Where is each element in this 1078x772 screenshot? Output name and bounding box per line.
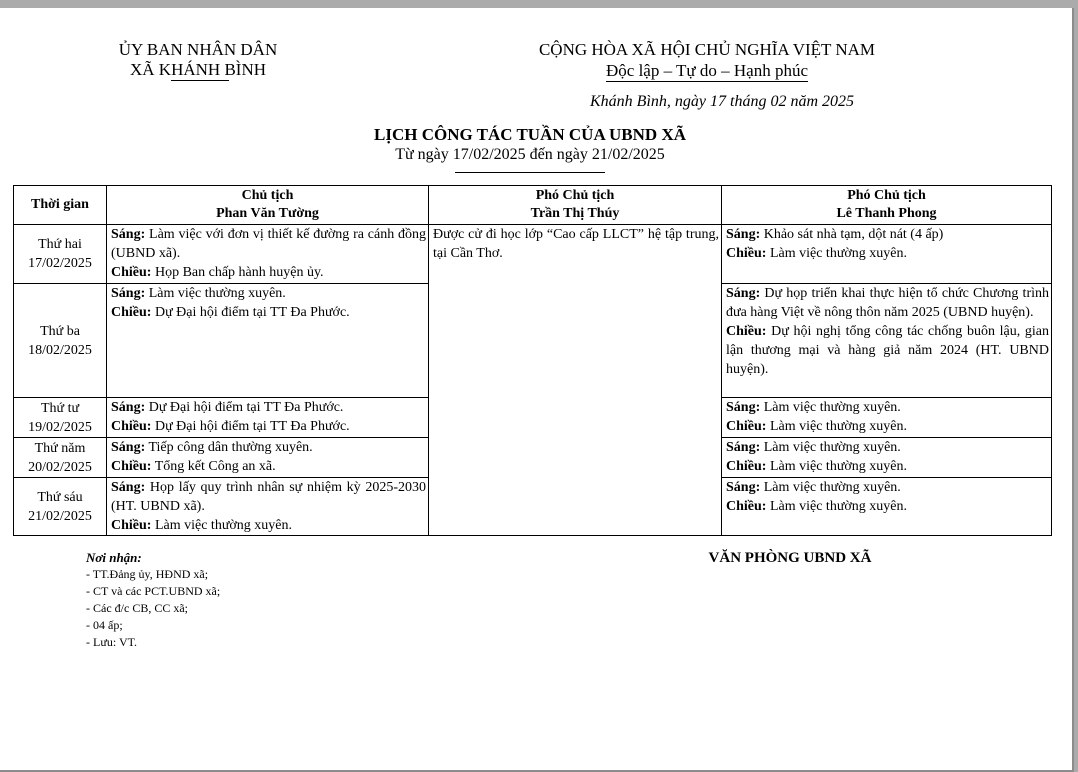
day-date: 18/02/2025 [28, 342, 92, 358]
schedule-title: LỊCH CÔNG TÁC TUẦN CỦA UBND XÃ [373, 125, 687, 144]
chairman-role: Chủ tịch [241, 188, 294, 203]
vice1-all-week-cell [429, 225, 722, 536]
afternoon-label: Chiều: [111, 459, 152, 474]
morning-label: Sáng: [111, 480, 146, 495]
day-cell [14, 284, 107, 398]
header-vice-chairman-2 [722, 186, 1052, 225]
afternoon-label: Chiều: [726, 246, 767, 261]
org-name-line2: XÃ KHÁNH BÌNH [130, 60, 266, 79]
vice2-cell [722, 438, 1052, 478]
morning-text: Khảo sát nhà tạm, dột nát (4 ấp) [760, 227, 944, 242]
afternoon-text: Dự Đại hội điểm tại TT Đa Phước. [151, 419, 350, 434]
afternoon-text: Làm việc thường xuyên. [766, 246, 908, 261]
afternoon-label: Chiều: [726, 324, 767, 339]
vice2-name: Lê Thanh Phong [836, 206, 937, 221]
nation-motto [470, 61, 944, 81]
afternoon-text: Tổng kết Công an xã. [151, 459, 276, 474]
morning-label: Sáng: [111, 227, 146, 242]
morning-label: Sáng: [726, 286, 761, 301]
afternoon-text: Làm việc thường xuyên. [766, 419, 908, 434]
morning-label: Sáng: [726, 440, 761, 455]
window-top-bar [0, 0, 1078, 8]
morning-text: Làm việc thường xuyên. [760, 440, 901, 455]
recipients-label: Nơi nhận: [86, 550, 142, 565]
afternoon-text: Làm việc thường xuyên. [151, 518, 293, 533]
recipients-list [86, 566, 220, 651]
header-chairman [107, 186, 429, 225]
day-date: 20/02/2025 [28, 459, 92, 475]
afternoon-label: Chiều: [111, 265, 152, 280]
schedule-table [13, 185, 1052, 536]
day-name: Thứ ba [40, 323, 80, 339]
day-name: Thứ sáu [37, 489, 83, 505]
morning-label: Sáng: [111, 286, 146, 301]
vice1-role: Phó Chủ tịch [535, 188, 615, 203]
document-date: Khánh Bình, ngày 17 tháng 02 năm 2025 [590, 93, 854, 110]
vice2-cell [722, 478, 1052, 536]
day-name: Thứ tư [40, 400, 80, 416]
morning-text: Làm việc thường xuyên. [760, 400, 901, 415]
day-date: 19/02/2025 [28, 419, 92, 435]
header-vice-chairman-1 [429, 186, 722, 225]
afternoon-label: Chiều: [111, 419, 152, 434]
vice2-cell [722, 398, 1052, 438]
chairman-cell [107, 398, 429, 438]
vice2-role: Phó Chủ tịch [847, 188, 926, 203]
morning-label: Sáng: [726, 227, 761, 242]
list-item: - TT.Đảng ủy, HĐND xã; [86, 567, 209, 581]
title-underline [455, 172, 605, 173]
day-date: 21/02/2025 [28, 508, 92, 524]
afternoon-text: Làm việc thường xuyên. [766, 459, 908, 474]
vice1-all-week-text: Được cử đi học lớp “Cao cấp LLCT” hệ tập trung, tại Cần Thơ. [433, 227, 719, 261]
table-header-row [14, 186, 1052, 225]
day-name: Thứ năm [34, 440, 86, 456]
morning-label: Sáng: [726, 400, 761, 415]
list-item: - 04 ấp; [86, 618, 123, 632]
list-item: - Lưu: VT. [86, 635, 138, 649]
morning-text: Họp lấy quy trình nhân sự nhiệm kỳ 2025-2030 (HT. UBND xã). [111, 480, 426, 514]
org-name-line1: ỦY BAN NHÂN DÂN [118, 40, 278, 59]
nation-title: CỘNG HÒA XÃ HỘI CHỦ NGHĨA VIỆT NAM [538, 40, 876, 59]
afternoon-text: Làm việc thường xuyên. [766, 499, 908, 514]
morning-text: Dự họp triển khai thực hiện tổ chức Chương trình đưa hàng Việt về nông thôn năm 2025 (UBND huyện). [726, 286, 1049, 320]
afternoon-text: Họp Ban chấp hành huyện ủy. [151, 265, 324, 280]
chairman-cell [107, 438, 429, 478]
table-row [14, 225, 1052, 284]
morning-label: Sáng: [726, 480, 761, 495]
signer-office: VĂN PHÒNG UBND XÃ [708, 550, 872, 566]
day-cell [14, 398, 107, 438]
afternoon-label: Chiều: [111, 518, 152, 533]
morning-label: Sáng: [111, 440, 146, 455]
chairman-name: Phan Văn Tường [216, 206, 319, 221]
afternoon-label: Chiều: [726, 459, 767, 474]
afternoon-text: Dự hội nghị tổng công tác chống buôn lậu, gian lận thương mại và hàng giả năm 2024 (HT. UBND huyện). [726, 324, 1049, 377]
list-item: - Các đ/c CB, CC xã; [86, 601, 188, 615]
afternoon-text: Dự Đại hội điểm tại TT Đa Phước. [151, 305, 350, 320]
vice2-cell [722, 284, 1052, 398]
day-cell [14, 478, 107, 536]
schedule-date-range: Từ ngày 17/02/2025 đến ngày 21/02/2025 [395, 146, 665, 163]
day-cell [14, 438, 107, 478]
org-underline [171, 80, 229, 81]
chairman-cell [107, 225, 429, 284]
day-name: Thứ hai [38, 237, 82, 252]
morning-text: Dự Đại hội điểm tại TT Đa Phước. [145, 400, 344, 415]
morning-label: Sáng: [111, 400, 146, 415]
afternoon-label: Chiều: [111, 305, 152, 320]
morning-text: Làm việc thường xuyên. [145, 286, 286, 301]
afternoon-label: Chiều: [726, 499, 767, 514]
vice2-cell [722, 225, 1052, 284]
morning-text: Làm việc với đơn vị thiết kế đường ra cánh đồng (UBND xã). [111, 227, 426, 261]
nation-motto-text: Độc lập – Tự do – Hạnh phúc [606, 61, 808, 80]
list-item: - CT và các PCT.UBND xã; [86, 584, 221, 598]
header-time: Thời gian [14, 186, 107, 225]
chairman-cell [107, 478, 429, 536]
vice1-name: Trần Thị Thúy [530, 206, 620, 221]
afternoon-label: Chiều: [726, 419, 767, 434]
day-cell [14, 225, 107, 284]
morning-text: Làm việc thường xuyên. [760, 480, 901, 495]
morning-text: Tiếp công dân thường xuyên. [145, 440, 313, 455]
day-date: 17/02/2025 [28, 256, 92, 271]
chairman-cell [107, 284, 429, 398]
